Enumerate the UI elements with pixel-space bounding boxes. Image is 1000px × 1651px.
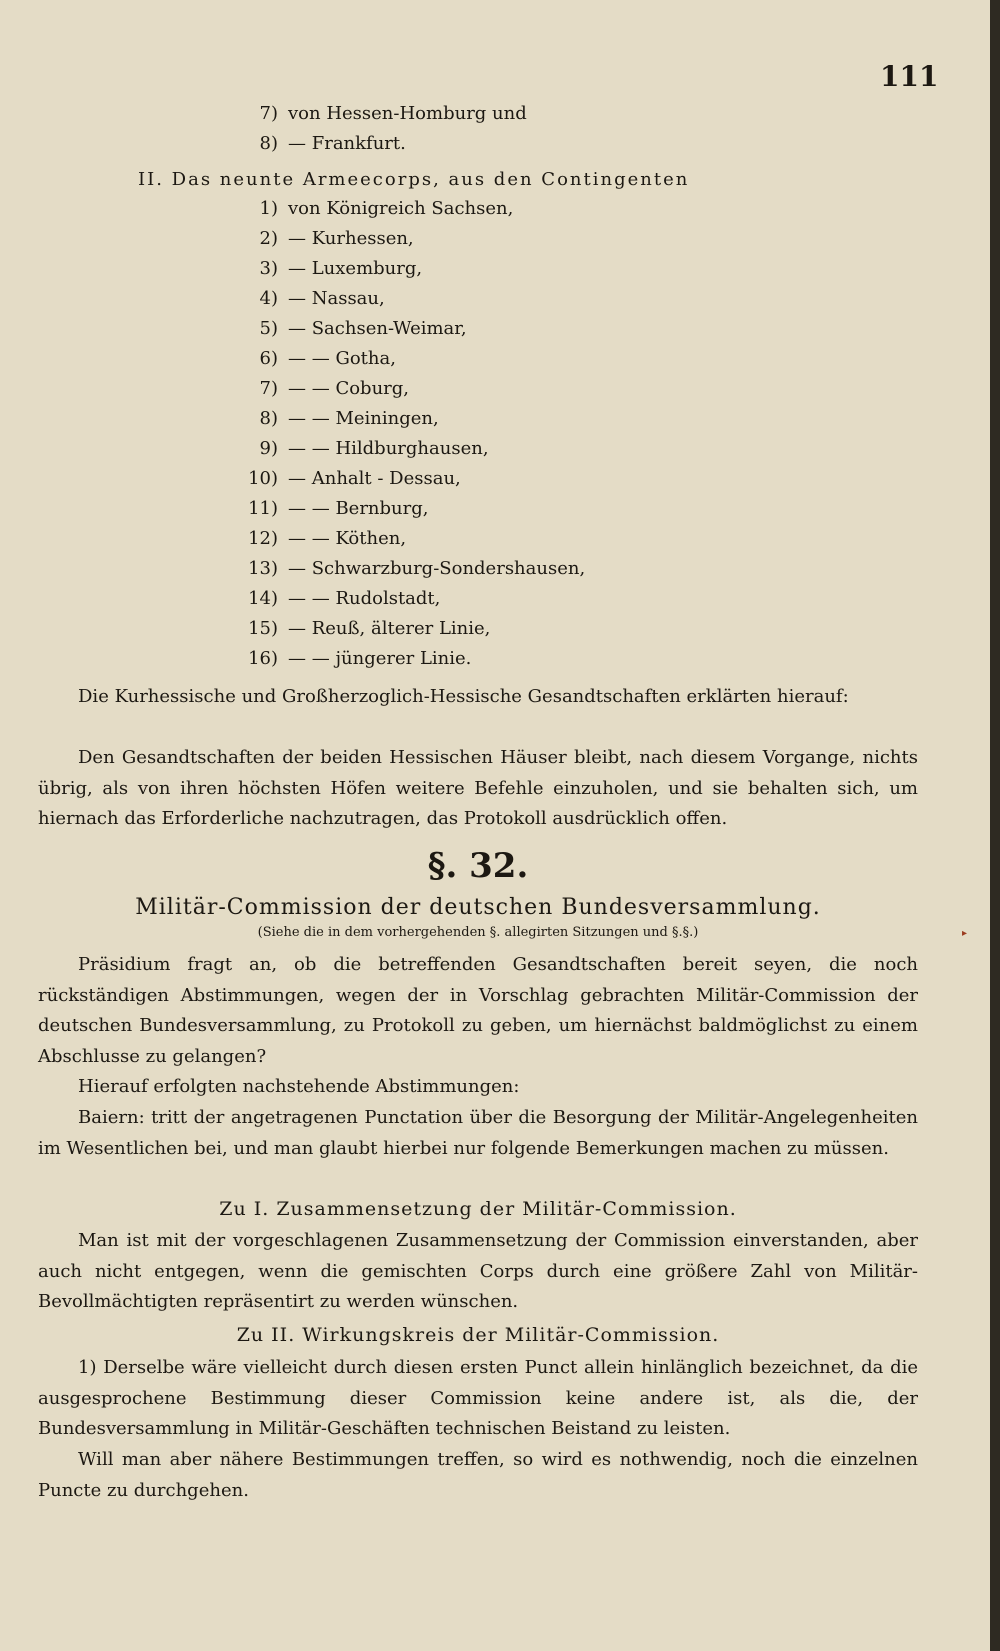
list-number: 10) — [248, 468, 278, 489]
stray-ink-mark: ▸ — [962, 928, 968, 939]
list-item: — Kurhessen, — [288, 228, 414, 249]
paragraph-baiern: Baiern: tritt der angetragenen Punctation über die Besorgung der Militär-Angelegenheiten im Wesentlichen bei, und man glaubt hierbei nur folgende Bemerkungen machen zu müssen. — [38, 1107, 918, 1159]
list-number: 6) — [259, 348, 278, 369]
list-number: 8) — [259, 133, 278, 154]
list-item: — — Rudolstadt, — [288, 588, 441, 609]
list-item: — — Hildburghausen, — [288, 438, 489, 459]
list-number: 7) — [259, 103, 278, 124]
paragraph-zusammensetzung: Man ist mit der vorgeschlagenen Zusammensetzung der Commission einverstanden, aber auch nicht entgegen, wenn die gemischten Corps durch eine größere Zahl von Militär-Bevollmächtigten repräsentirt zu werden wünschen. — [38, 1230, 918, 1312]
paragraph-hierauf: Hierauf erfolgten nachstehende Abstimmungen: — [78, 1076, 520, 1097]
page-edge — [990, 0, 1000, 1651]
list-number: 2) — [259, 228, 278, 249]
list-item: — Anhalt - Dessau, — [288, 468, 461, 489]
list-number: 12) — [248, 528, 278, 549]
list-item: von Königreich Sachsen, — [288, 198, 514, 219]
list-number: 1) — [259, 198, 278, 219]
paragraph-declaration: Die Kurhessische und Großherzoglich-Hessische Gesandtschaften erklärten hierauf: — [78, 686, 849, 707]
list-item: — Schwarzburg-Sondershausen, — [288, 558, 586, 579]
list-heading: II. Das neunte Armeecorps, aus den Contingenten — [138, 169, 690, 190]
page-number: 111 — [880, 60, 939, 93]
list-number: 14) — [248, 588, 278, 609]
paragraph-praesidium: Präsidium fragt an, ob die betreffenden Gesandtschaften bereit seyen, die noch rückständigen Abstimmungen, wegen der in Vorschlag gebrachten Militär-Commission der deutschen Bundesversammlung, zu Protokoll zu geben, um hiernächst baldmöglichst zu einem Abschlusse zu gelangen? — [38, 954, 918, 1067]
list-item: — — Coburg, — [288, 378, 410, 399]
list-item: — — jüngerer Linie. — [288, 648, 472, 669]
list-number: 8) — [259, 408, 278, 429]
list-item: — — Köthen, — [288, 528, 407, 549]
list-item: — Luxemburg, — [288, 258, 423, 279]
list-number: 13) — [248, 558, 278, 579]
list-item: — — Meiningen, — [288, 408, 439, 429]
section-title: Militär-Commission der deutschen Bundesversammlung. — [135, 895, 821, 920]
paragraph-wirkungskreis-2: Will man aber nähere Bestimmungen treffen, so wird es nothwendig, noch die einzelnen Puncte zu durchgehen. — [38, 1449, 918, 1501]
list-number: 11) — [248, 498, 278, 519]
list-number: 9) — [259, 438, 278, 459]
list-item: — Frankfurt. — [288, 133, 406, 154]
subheading-wirkungskreis: Zu II. Wirkungskreis der Militär-Commission. — [236, 1324, 720, 1346]
list-item: von Hessen-Homburg und — [288, 103, 527, 124]
list-number: 4) — [259, 288, 278, 309]
subheading-zusammensetzung: Zu I. Zusammensetzung der Militär-Commission. — [219, 1198, 737, 1220]
list-number: 16) — [248, 648, 278, 669]
list-number: 15) — [248, 618, 278, 639]
list-number: 7) — [259, 378, 278, 399]
list-item: — Sachsen-Weimar, — [288, 318, 467, 339]
list-item: — Reuß, älterer Linie, — [288, 618, 491, 639]
paragraph-wirkungskreis-1: 1) Derselbe wäre vielleicht durch diesen ersten Punct allein hinlänglich bezeichnet, da die ausgesprochene Bestimmung dieser Commission keine andere ist, als die, der Bundesversammlung in Militär-Geschäften technischen Beistand zu leisten. — [38, 1357, 918, 1439]
list-number: 5) — [259, 318, 278, 339]
list-item: — — Bernburg, — [288, 498, 429, 519]
list-number: 3) — [259, 258, 278, 279]
section-note: (Siehe die in dem vorhergehenden §. allegirten Sitzungen und §.§.) — [257, 925, 699, 940]
section-number: §. 32. — [427, 846, 529, 886]
list-item: — Nassau, — [288, 288, 385, 309]
list-item: — — Gotha, — [288, 348, 396, 369]
paragraph-gesandtschaften: Den Gesandtschaften der beiden Hessischen Häuser bleibt, nach diesem Vorgange, nichts übrig, als von ihren höchsten Höfen weitere Befehle einzuholen, und sie behalten sich, um hiernach das Erforderliche nachzutragen, das Protokoll ausdrücklich offen. — [38, 747, 918, 829]
